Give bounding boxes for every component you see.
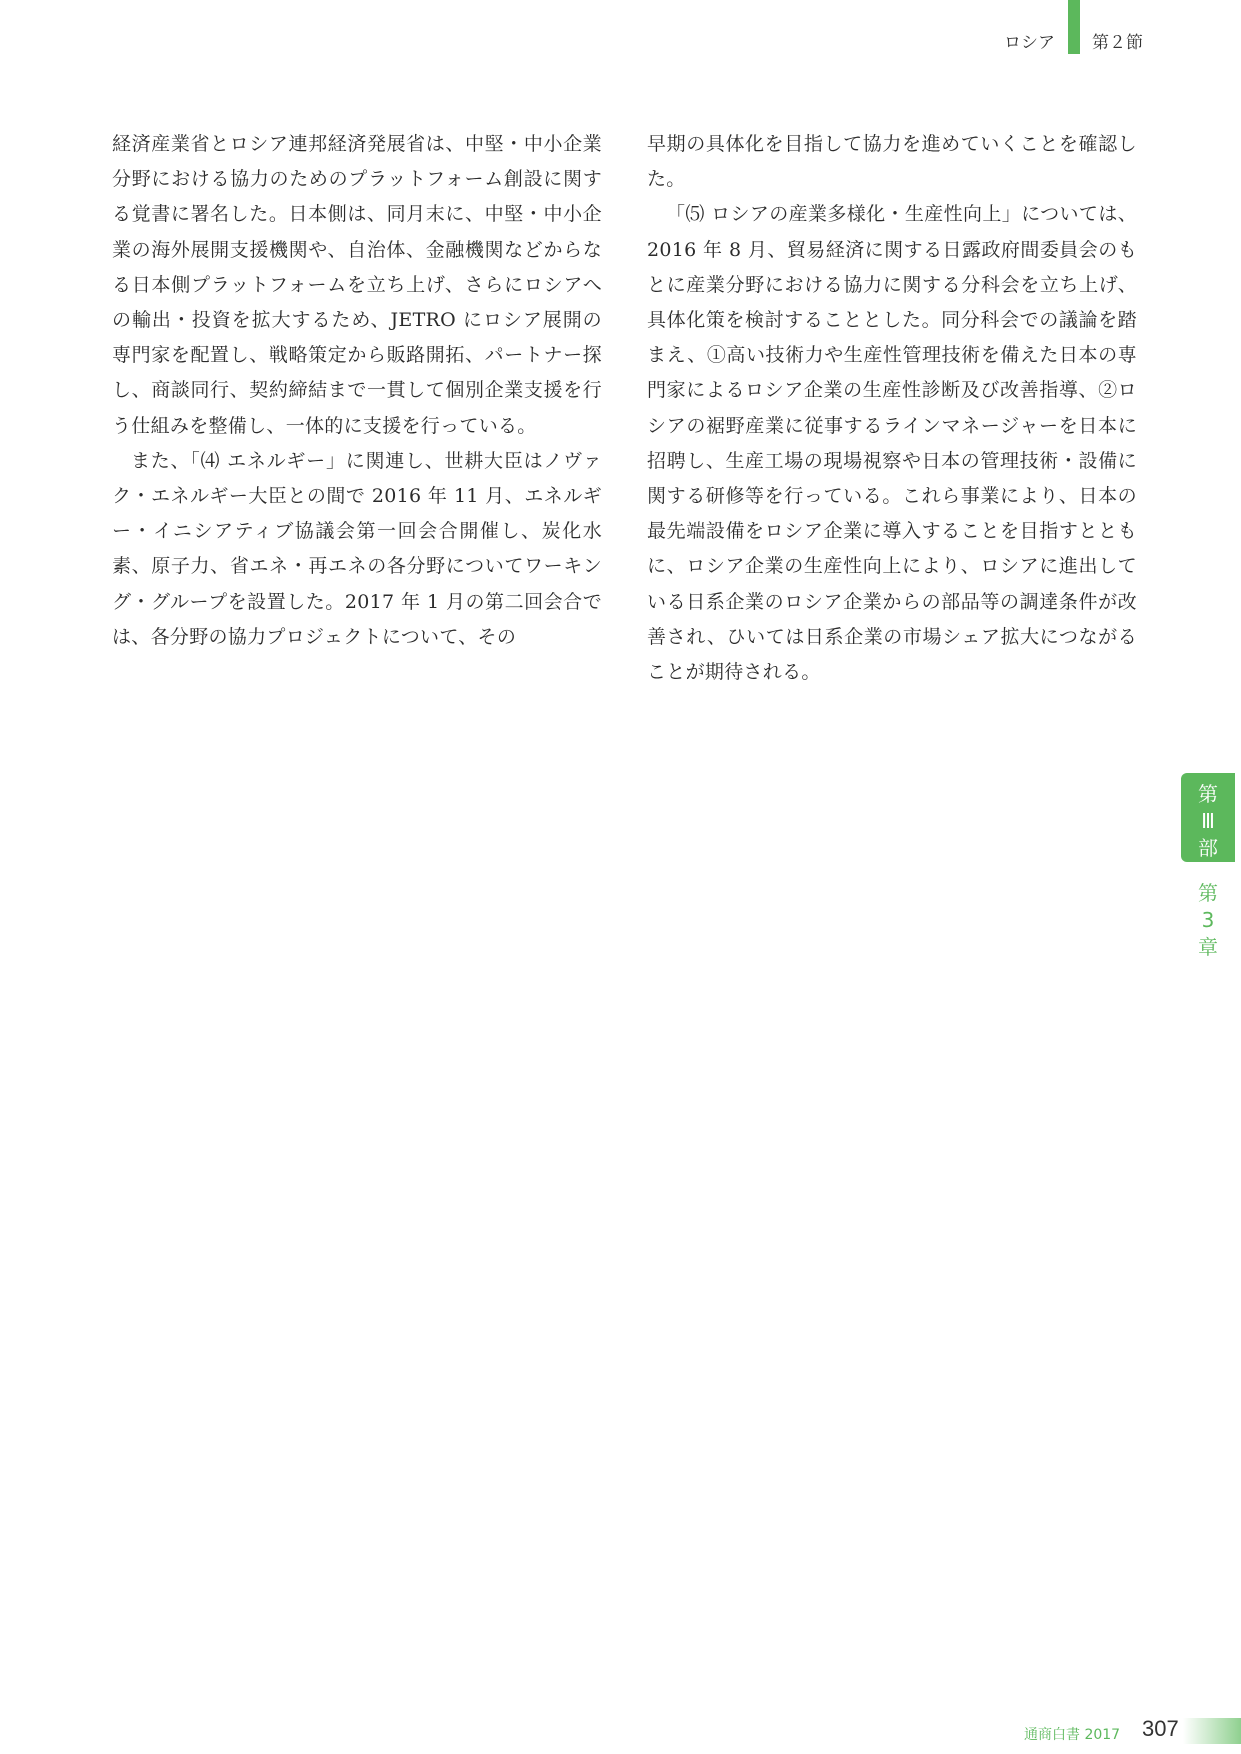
footer-accent-bar bbox=[1183, 1718, 1241, 1744]
part-tab-char: 部 bbox=[1198, 836, 1218, 860]
part-tab-char: Ⅲ bbox=[1201, 809, 1215, 833]
header-accent-bar bbox=[1068, 0, 1080, 54]
body-column-right bbox=[647, 127, 1137, 690]
chapter-tab-char: 章 bbox=[1198, 935, 1218, 959]
page-number: 307 bbox=[1142, 1716, 1179, 1741]
part-tab bbox=[1181, 773, 1235, 862]
part-tab-char: 第 bbox=[1198, 782, 1218, 806]
paragraph: また、「⑷ エネルギー」に関連し、世耕大臣はノヴァク・エネルギー大臣との間で 2016 年 11 月、エネルギー・イニシアティブ協議会第一回会合開催し、炭化水素、原子力、省エネ・再エネの各分野についてワーキング・グループを設置した。2017 年 1 月の第二回会合では、各分野の協力プロジェクトについて、その bbox=[112, 449, 602, 648]
header-section: 第２節 bbox=[1092, 33, 1143, 53]
chapter-tab-char: 第 bbox=[1198, 881, 1218, 905]
footer-publication: 通商白書 2017 bbox=[1024, 1727, 1121, 1743]
chapter-tab-char: 3 bbox=[1201, 908, 1215, 932]
body-column-left bbox=[112, 127, 602, 655]
paragraph: 経済産業省とロシア連邦経済発展省は、中堅・中小企業分野における協力のためのプラットフォーム創設に関する覚書に署名した。日本側は、同月末に、中堅・中小企業の海外展開支援機関や、自治体、金融機関などからなる日本側プラットフォームを立ち上げ、さらにロシアへの輸出・投資を拡大するため、JETRO にロシア展開の専門家を配置し、戦略策定から販路開拓、パートナー探し、商談同行、契約締結まで一貫して個別企業支援を行う仕組みを整備し、一体的に支援を行っている。 bbox=[112, 133, 602, 437]
paragraph: 「⑸ ロシアの産業多様化・生産性向上」については、2016 年 8 月、貿易経済に関する日露政府間委員会のもとに産業分野における協力に関する分科会を立ち上げ、具体化策を検討することとした。同分科会での議論を踏まえ、①高い技術力や生産性管理技術を備えた日本の専門家によるロシア企業の生産性診断及び改善指導、②ロシアの裾野産業に従事するラインマネージャーを日本に招聘し、生産工場の現場視察や日本の管理技術・設備に関する研修等を行っている。これら事業により、日本の最先端設備をロシア企業に導入することを目指すとともに、ロシア企業の生産性向上により、ロシアに進出している日系企業のロシア企業からの部品等の調達条件が改善され、ひいては日系企業の市場シェア拡大につながることが期待される。 bbox=[647, 203, 1137, 684]
chapter-tab bbox=[1181, 880, 1235, 961]
header-country: ロシア bbox=[1004, 33, 1055, 53]
paragraph: 早期の具体化を目指して協力を進めていくことを確認した。 bbox=[647, 133, 1137, 191]
